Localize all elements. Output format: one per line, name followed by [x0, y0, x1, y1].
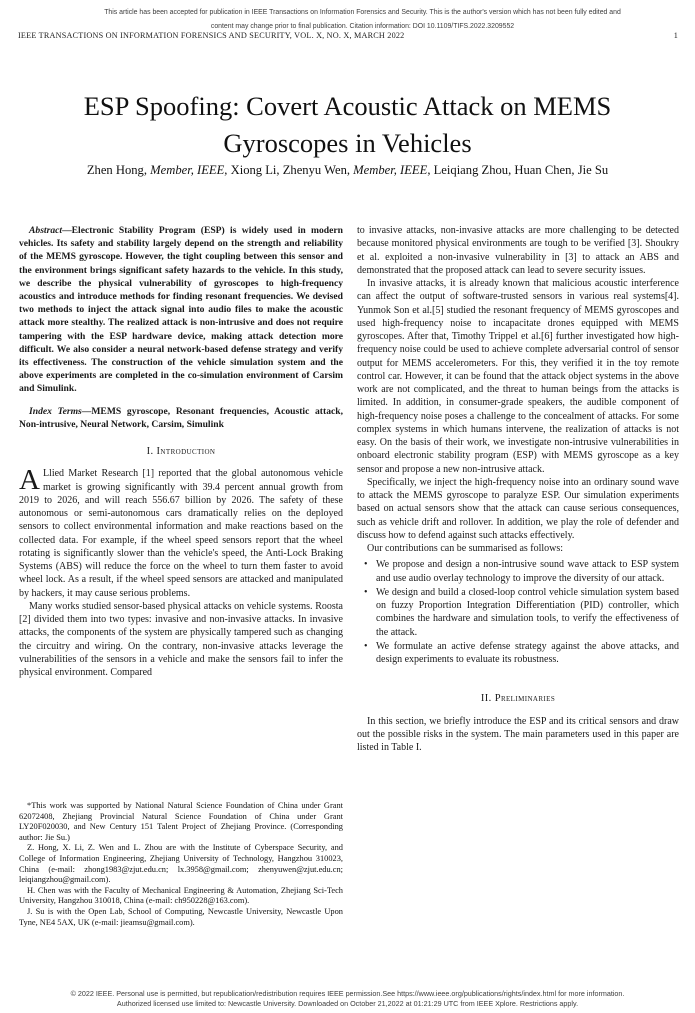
intro-paragraph-4: In invasive attacks, it is already known that malicious acoustic interference can affect the output of software-trusted sensors in various real systems[4]. Yunmok Son et al.[5] studied the resonant frequency of MEMS gyroscopes and used high-frequency noise to incapacitate drones equipped with MEMS gyroscopes. After that, Timothy Trippel et al.[6] further investigated how high-frequency noise could be used to achieve complete adversarial control of sensor output for MEMS accelerometers. For this, they verified it in the toy remote control car. However, it can be found that the attack object systems in the above work are not complicated, and the threat to human beings from the attacks is limited. In addition, in consumer-grade speakers, the audible component of high-frequency noise poses a challenge to the concealment of attacks. For some complex systems in which humans intervene, the realization of attacks is not easy. On the basis of their work, we investigate non-intrusive vulnerabilities in onboard electronic stability program (ESP) with MEMS gyroscope as a key sensor and propose a new non-intrusive attack. [357, 278, 679, 475]
page-number: 1 [673, 31, 678, 40]
author-part: , Xiong Li, Zhenyu Wen, [224, 163, 354, 177]
intro-paragraph-5: Specifically, we inject the high-frequency noise into an ordinary sound wave to attack the MEMS gyroscope to paralyze ESP. Our simulation experiments based on actual sensors show that the attack can cause serious consequences, such as vehicle drift and rollover. In addition, we play the role of defender and discuss how to defend against such attacks effectively. [357, 476, 679, 541]
abstract-block [19, 224, 343, 396]
index-terms-paragraph [19, 405, 343, 431]
copyright-line: © 2022 IEEE. Personal use is permitted, but republication/redistribution requires IEEE permission.See https://www.ieee.org/publications/rights/index.html for more information. [70, 989, 625, 998]
author-byline [30, 163, 665, 178]
acceptance-notice [40, 6, 685, 34]
intro-paragraph-1-text: Llied Market Research [1] reported that the global autonomous vehicle market is growing significantly with 39.4 percent annual growth from 2019 to 2026, and will reach 556.67 billion by 2026. The safety of these autonomous or semi-autonomous cars dramatically relies on the deployed sensors to collect environmental information and make reactions based on the collected data. For example, if the wheel speed sensors report that the wheel rotating is significantly slower than the vehicle's speed, the Anti-Lock Braking Systems (ABS) will reduce the force on the wheel to turn them faster to avoid wheel lock. As a result, if the wheel speed sensors are attacked and manipulated by hackers, it may cause serious problems. [19, 468, 343, 599]
abstract-paragraph [19, 224, 343, 396]
contribution-item-3: • We formulate an active defense strategy against the above attacks, and design experiments to evaluate its robustness. [357, 640, 679, 667]
section-heading-preliminaries: II. Preliminaries [480, 693, 556, 705]
copyright-footer [0, 989, 695, 1008]
intro-paragraph-3: to invasive attacks, non-invasive attacks are more challenging to be detected because monitored physical environments are tough to be verified [3]. Shoukry et al. exploited a non-invasive vulnerability in [3] to attack an ABS and demonstrated that the proposed attack can lead to severe security issues. [357, 225, 679, 276]
contribution-item-1: • We propose and design a non-intrusive sound wave attack to ESP system and use audio overlay technology to improve the diversity of our attack. [357, 558, 679, 585]
section-heading-introduction: I. Introduction [146, 446, 216, 458]
license-line: Authorized licensed use limited to: Newcastle University. Downloaded on October 21,2022 at 01:21:29 UTC from IEEE Xplore. Restrictions apply. [116, 998, 579, 1008]
acceptance-notice-line1: This article has been accepted for publication in IEEE Transactions on Information Forensics and Security. This is the author's version which has not been fully edited and [104, 9, 621, 16]
contribution-item-2: • We design and build a closed-loop control vehicle simulation system based on fuzzy Proportion Integration Differentiation (PID) controller, which combines the hardware and simulation tools, to verify the effectiveness of the attack. [357, 586, 679, 639]
index-terms-block [19, 405, 343, 431]
journal-line: IEEE TRANSACTIONS ON INFORMATION FORENSICS AND SECURITY, VOL. X, NO. X, MARCH 2022 [18, 31, 405, 40]
index-terms-text: —MEMS gyroscope, Resonant frequencies, Acoustic attack, Non-intrusive, Neural Network, Carsim, Simulink [19, 405, 343, 430]
abstract-label: Abstract [29, 225, 63, 236]
footnote-affiliation-2: H. Chen was with the Faculty of Mechanical Engineering & Automation, Zhejiang Sci-Tech University, Hangzhou 310018, China (e-mail: ch950228@163.com). [19, 885, 343, 906]
left-column [19, 224, 343, 679]
index-terms-label: Index Terms [29, 405, 82, 417]
author-part: Zhen Hong, [86, 163, 151, 177]
contributions-list [357, 558, 679, 666]
author-part-member: Member, IEEE [353, 163, 428, 177]
running-head [18, 31, 678, 40]
right-column [357, 224, 679, 754]
footnote-affiliation-1: Z. Hong, X. Li, Z. Wen and L. Zhou are with the Institute of Cyberspace Security, and College of Information Engineering, Zhejiang University of Technology, Hangzhou 310023, China (e-mail: zhong1983@zjut.edu.cn; lx.3958@gmail.com; zhenyuwen@zjut.edu.cn; leiqiangzhou@gmail.com). [19, 843, 343, 885]
preliminaries-paragraph-1: In this section, we briefly introduce the ESP and its critical sensors and draw out the possible risks in the system. The main parameters used in this paper are listed in Table I. [357, 715, 679, 753]
acceptance-notice-line2: content may change prior to final publication. Citation information: DOI 10.1109/TIFS.2022.3209552 [210, 23, 515, 30]
paper-title: ESP Spoofing: Covert Acoustic Attack on MEMS Gyroscopes in Vehicles [83, 90, 612, 158]
intro-paragraph-6: Our contributions can be summarised as follows: [367, 543, 564, 554]
author-part: , Leiqiang Zhou, Huan Chen, Jie Su [427, 163, 609, 177]
author-footnotes [19, 801, 343, 928]
drop-cap: A [19, 464, 40, 497]
author-part-member: Member, IEEE [150, 163, 225, 177]
intro-paragraph-2: Many works studied sensor-based physical attacks on vehicle systems. Roosta [2] divided them into two types: invasive and non-invasive attacks. In invasive attacks, the components of the system are physically tampered such as changing the circuitry and wiring. On the contrary, non-invasive attacks leverage the vulnerabilities of the sensors in a vehicle and make the sensors fail to infer the physical environment. Compared [19, 600, 343, 679]
intro-paragraph-1 [19, 464, 343, 600]
footnote-affiliation-3: J. Su is with the Open Lab, School of Computing, Newcastle University, Newcastle Upon Tyne, NE4 5AX, UK (e-mail: jieamsu@gmail.com). [19, 906, 343, 927]
footnote-funding: *This work was supported by National Natural Science Foundation of China under Grant 62072408, Zhejiang Provincial Natural Science Foundation of China under Grant LY20F020030, and New Century 151 Talent Project of Zhejiang Province. (Corresponding author: Jie Su.) [19, 801, 343, 842]
abstract-text: —Electronic Stability Program (ESP) is widely used in modern vehicles. Its safety and stability largely depend on the strength and reliability of the MEMS gyroscope. However, the tight coupling between this sensor and the environment brings significant safety hazards to the vehicle. In this study, we describe the physical vulnerability of gyroscopes to high-frequency acoustics and introduce methods for finding resonant frequencies. We devised two methods to inject the attack signal into audio files to make the acoustic attack more stealthy. The realized attack is non-intrusive and does not require tampering with the ESP hardware device, making attack detection more difficult. We also consider a neural network-based defense strategy and verify its effectiveness. The construction of the vehicle simulation system and the above experiments are completed in the co-simulation environment of Carsim and Simulink. [19, 225, 343, 395]
